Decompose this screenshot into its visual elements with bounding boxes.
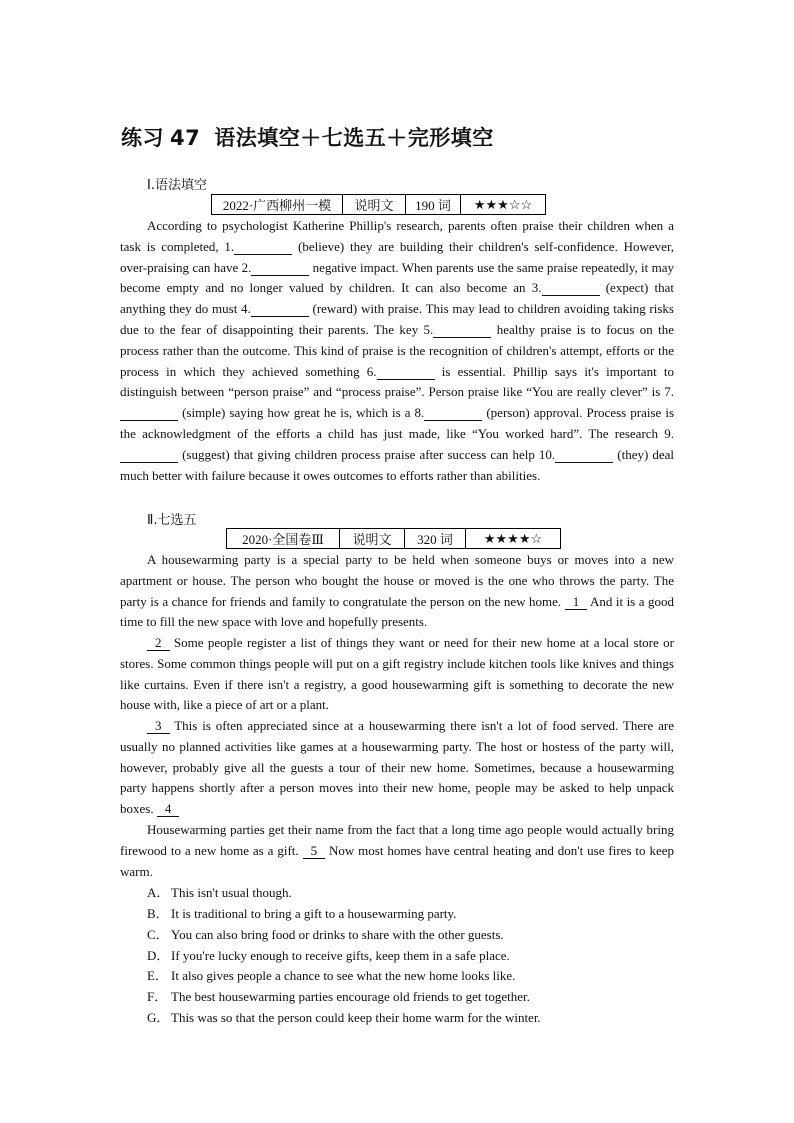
- option-letter: C．: [147, 927, 169, 942]
- option-text: It is traditional to bring a gift to a housewarming party.: [171, 906, 457, 921]
- section1-meta-table: [211, 194, 546, 215]
- blank-8[interactable]: [424, 406, 482, 421]
- passage-text: Some people register a list of things they want or need for their new home at a local store or stores. Some common things people will put on a gift registry include kitchen tools like knives and things like curtains. Even if there isn't a registry, a good housewarming gift is something to decorate the new house with, like a piece of art or a plant.: [120, 635, 675, 713]
- section2-paragraph-4: [120, 820, 674, 882]
- option-letter: B．: [147, 906, 169, 921]
- option-e[interactable]: [147, 966, 515, 986]
- blank-1[interactable]: [234, 240, 292, 255]
- section1-label: Ⅰ.语法填空: [147, 178, 207, 193]
- passage-text: healthy praise is to focus on the process rather than the outcome. This kind of praise is the recognition of children's attempt, efforts or the process in which they achieved something 6.: [120, 321, 674, 379]
- section1-genre: 说明文: [343, 195, 406, 215]
- question-blank-5[interactable]: 5: [303, 844, 326, 859]
- blank-4[interactable]: [251, 302, 309, 317]
- blank-7[interactable]: [120, 406, 178, 421]
- passage-text: negative impact. When parents use the same praise repeatedly, it may become empty and no longer valued by children. It can also become an 3.: [120, 259, 674, 296]
- passage-text: According to psychologist Katherine Phillip's research, parents often praise their children when a task is completed, 1.: [120, 218, 674, 254]
- passage-text: (expect) that anything they do must 4.: [120, 280, 675, 317]
- section1-passage: [120, 216, 674, 486]
- option-d[interactable]: [147, 946, 510, 966]
- question-blank-1[interactable]: 1: [565, 595, 588, 610]
- title-number: 47: [170, 126, 201, 150]
- question-blank-2[interactable]: 2: [147, 636, 170, 651]
- passage-text: And it is a good time to fill the new space with love and hopefully presents.: [120, 593, 674, 630]
- blank-6[interactable]: [377, 365, 435, 380]
- section1-wordcount: 190 词: [406, 195, 461, 215]
- option-letter: F．: [147, 989, 168, 1004]
- section1-difficulty: ★★★☆☆: [461, 195, 546, 215]
- blank-10[interactable]: [555, 448, 613, 463]
- section2-source: 2020·全国卷Ⅲ: [227, 529, 340, 549]
- passage-text: is essential. Phillip says it's important to distinguish between “person praise” and “process praise”. Person praise like “You are really clever” is 7.: [120, 363, 674, 400]
- option-a[interactable]: [147, 883, 292, 903]
- option-text: The best housewarming parties encourage old friends to get together.: [171, 989, 530, 1004]
- passage-text: (suggest) that giving children process praise after success can help 10.: [182, 446, 556, 462]
- section2-meta-table: [226, 528, 561, 549]
- option-letter: E．: [147, 968, 168, 983]
- blank-3[interactable]: [542, 281, 600, 296]
- passage-text: This is often appreciated since at a housewarming there isn't a lot of food served. There are usually no planned activities like games at a housewarming party. The host or hostess of the party will, however, probably give all the guests a tour of their new home. Sometimes, because a housewarming party happens shortly after a person moves into their new home, people may be asked to help unpack boxes.: [120, 718, 674, 817]
- passage-text: A housewarming party is a special party to be held when someone buys or moves into a new apartment or house. The person who bought the house or moved is the one who throws the party. The party is a chance for friends and family to congratulate the person on the new home.: [120, 552, 674, 609]
- page-title: [121, 122, 494, 152]
- section2-genre: 说明文: [340, 529, 405, 549]
- passage-text: Now most homes have central heating and don't use fires to keep warm.: [120, 842, 674, 879]
- blank-9[interactable]: [120, 448, 178, 463]
- passage-text: (they) deal much better with failure because it owes outcomes to efforts rather than abilities.: [120, 446, 675, 483]
- question-blank-3[interactable]: 3: [147, 719, 170, 734]
- option-text: You can also bring food or drinks to share with the other guests.: [171, 927, 504, 942]
- option-g[interactable]: [147, 1008, 541, 1028]
- section1-source: 2022·广西柳州一模: [212, 195, 343, 215]
- option-text: This isn't usual though.: [171, 885, 292, 900]
- title-prefix: 练习: [121, 126, 164, 150]
- section2-difficulty: ★★★★☆: [466, 529, 561, 549]
- option-b[interactable]: [147, 904, 456, 924]
- passage-text: (person) approval. Process praise is the acknowledgment of the efforts a child has just made, like “You worked hard”. The research 9.: [120, 405, 675, 441]
- blank-2[interactable]: [251, 261, 309, 276]
- section2-paragraph-3: [120, 716, 674, 820]
- blank-5[interactable]: [433, 323, 491, 338]
- passage-text: (believe) they are building their children's self-confidence. However, over-praising can have 2.: [120, 238, 674, 275]
- title-text: 语法填空＋七选五＋完形填空: [214, 126, 494, 150]
- option-text: This was so that the person could keep their home warm for the winter.: [171, 1010, 541, 1025]
- section2-paragraph-1: [120, 550, 674, 633]
- section2-label: Ⅱ.七选五: [147, 513, 197, 528]
- section2-wordcount: 320 词: [405, 529, 466, 549]
- option-letter: G．: [147, 1010, 170, 1025]
- section2-paragraph-2: [120, 633, 674, 716]
- option-f[interactable]: [147, 987, 530, 1007]
- question-blank-4[interactable]: 4: [157, 802, 180, 817]
- option-text: If you're lucky enough to receive gifts, keep them in a safe place.: [171, 948, 510, 963]
- passage-text: (reward) with praise. This may lead to children avoiding taking risks due to the fear of disappointing their parents. The key 5.: [120, 301, 674, 337]
- option-letter: D．: [147, 948, 170, 963]
- option-letter: A．: [147, 885, 170, 900]
- passage-text: (simple) saying how great he is, which is a 8.: [182, 405, 425, 421]
- passage-text: Housewarming parties get their name from the fact that a long time ago people would actually bring firewood to a new home as a gift.: [120, 822, 674, 858]
- option-text: It also gives people a chance to see what the new home looks like.: [171, 968, 516, 983]
- option-c[interactable]: [147, 925, 504, 945]
